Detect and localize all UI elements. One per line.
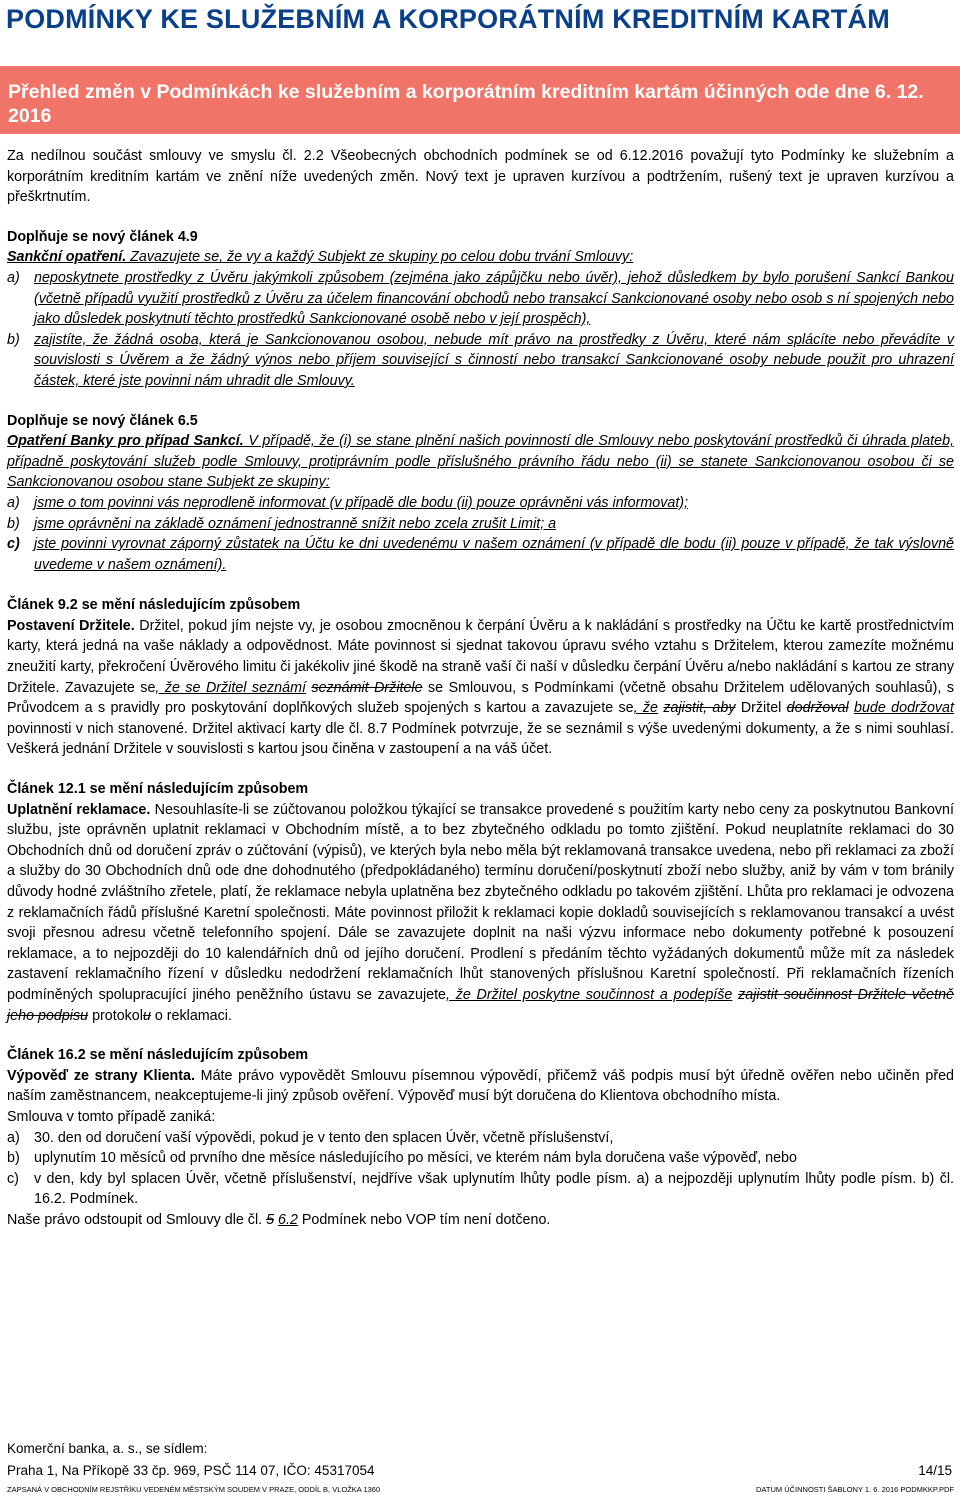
footer-registry bbox=[7, 1485, 954, 1494]
section-9-2-text: Postavení Držitele. Držitel, pokud jím nejste vy, je osobou zmocněnou k čerpání Úvěru a k nakládání s prostředky na Účtu ke kartě prostřednictvím karty, která jedná na vaše náklady a odpovědnost. Máte povinnost si sjednat takovou úpravu svého vztahu s Držitelem, kterou zamezíte možnému zneužití karty, překročení Úvěrového limitu či jakékoliv jiné škodě na straně vaší či naší v důsledku čerpání Úvěru a/nebo nakládání s kartou ze strany Držitele. Zavazujete se, že se Držitel seznámí seznámit Držitele se Smlouvou, s Podmínkami (včetně obsahu Držitelem udělovaných souhlasů), s Průvodcem a s pravidly pro poskytování doplňkových služeb spojených s kartou a zavazujete se, že zajistit, aby Držitel dodržoval bude dodržovat povinnosti v nich stanovené. Držitel aktivací karty dle čl. 8.7 Podmínek potvrzuje, že se seznámil s výše uvedenými dokumenty, a že s nimi souhlasí. Veškerá jednání Držitele v souvislosti s kartou jsou činěna v zastoupení a na váš účet. bbox=[7, 617, 954, 758]
deleted-text: seznámit Držitele bbox=[311, 679, 423, 696]
list-item: a) jsme o tom povinni vás neprodleně informovat (v případě dle bodu (ii) pouze oprávněni vás informovat); bbox=[7, 493, 954, 514]
list-item-text: jsme oprávněni na základě oznámení jednostranně snížit nebo zcela zrušit Limit; a bbox=[34, 515, 557, 532]
section-9-2-title: Postavení Držitele. bbox=[7, 617, 135, 634]
footer-company: Komerční banka, a. s., se sídlem: bbox=[7, 1441, 208, 1456]
section-6-5-lead-text: V případě, že (i) se stane plnění našich povinností dle Smlouvy nebo poskytování prostředků či úhrada plateb, případně poskytování služeb podle Smlouvy, protiprávním podle příslušného právního řádu nebo (ii) se stanete Sankcionovanou osobou či se Sankcionovanou osobou stane Subjekt ze skupiny: bbox=[7, 433, 954, 491]
deleted-text: 5 bbox=[266, 1211, 275, 1228]
footer-template-text: DATUM ÚČINNOSTI ŠABLONY 1. 6. 2016 PODMKKP.PDF bbox=[756, 1485, 954, 1494]
list-item-text: jste povinni vyrovnat záporný zůstatek na Účtu ke dni uvedenému v našem oznámení (v případě dle bodu (ii) pouze v případě, že tak výslovně uvedeme v našem oznámení). bbox=[34, 536, 954, 573]
list-item: b) uplynutím 10 měsíců od prvního dne měsíce následujícího po měsíci, ve kterém nám byla doručena vaše výpověď, nebo bbox=[7, 1148, 954, 1169]
section-heading-4-9: Doplňuje se nový článek 4.9 bbox=[7, 228, 198, 245]
inserted-text: 6.2 bbox=[278, 1211, 298, 1228]
list-item-text: zajistíte, že žádná osoba, která je Sankcionovanou osobou, nebude mít právo na prostředky z Úvěru, které nám splácíte nebo převádíte v souvislosti s Úvěrem a že žádný výnos nebo příjem související s činností nebo transakcí Sankcionované osoby nebude použit pro uhrazení částek, které jste povinni nám uhradit dle Smlouvy. bbox=[34, 331, 954, 389]
list-item-text: 30. den od doručení vaší výpovědi, pokud je v tento den splacen Úvěr, včetně příslušenství, bbox=[34, 1129, 614, 1146]
section-4-9-lead bbox=[7, 247, 954, 268]
section-heading-9-2: Článek 9.2 se mění následujícím způsobem bbox=[7, 597, 301, 614]
list-item: c) jste povinni vyrovnat záporný zůstatek na Účtu ke dni uvedenému v našem oznámení (v případě dle bodu (ii) pouze v případě, že tak výslovně uvedeme v našem oznámení). bbox=[7, 534, 954, 575]
deleted-text: zajistit, aby bbox=[663, 700, 736, 717]
banner-text: Přehled změn v Podmínkách ke služebním a korporátním kreditním kartám účinných ode dne 6. 12. 2016 bbox=[8, 81, 924, 127]
document-content bbox=[7, 146, 954, 1231]
section-6-5-title: Opatření Banky pro případ Sankcí. bbox=[7, 433, 244, 450]
deleted-text: u bbox=[142, 1007, 151, 1024]
section-heading-6-5: Doplňuje se nový článek 6.5 bbox=[7, 412, 198, 429]
inserted-text: , že bbox=[633, 700, 659, 717]
footer-registry-text: ZAPSANÁ V OBCHODNÍM REJSTŘÍKU VEDENÉM MĚSTSKÝM SOUDEM V PRAZE, ODDÍL B, VLOŽKA 1360 bbox=[7, 1485, 381, 1494]
document-title: PODMÍNKY KE SLUŽEBNÍM A KORPORÁTNÍM KREDITNÍM KARTÁM bbox=[6, 4, 890, 34]
inserted-text: bude dodržovat bbox=[854, 700, 954, 717]
list-item: c) v den, kdy byl splacen Úvěr, včetně příslušenství, nejdříve však uplynutím lhůty podle písm. a) a nejpozději uplynutím lhůty podle písm. b) čl. 16.2. Podmínek. bbox=[7, 1169, 954, 1210]
withdrawal-right-text: Naše právo odstoupit od Smlouvy dle čl. 5 6.2 Podmínek nebo VOP tím není dotčeno. bbox=[7, 1211, 551, 1228]
section-16-2-title: Výpověď ze strany Klienta. bbox=[7, 1067, 195, 1084]
section-6-5-lead bbox=[7, 431, 954, 493]
list-item-text: uplynutím 10 měsíců od prvního dne měsíce následujícího po měsíci, ve kterém nám byla doručena vaše výpověď, nebo bbox=[34, 1150, 797, 1167]
list-item: a) neposkytnete prostředky z Úvěru jakýmkoli způsobem (zejména jako zápůjčku nebo úvěr), jehož důsledkem by bylo porušení Sankcí Bankou (včetně případů využití prostředků z Úvěru za účelem financování obchodů nebo transakcí Sankcionované osoby nebo osob s ní spojených nebo jako důsledek poskytnutí těchto prostředků Sankcionované osobě nebo v její prospěch), bbox=[7, 268, 954, 330]
changes-banner bbox=[0, 66, 960, 134]
section-heading-16-2: Článek 16.2 se mění následujícím způsobem bbox=[7, 1047, 309, 1064]
list-item-text: v den, kdy byl splacen Úvěr, včetně příslušenství, nejdříve však uplynutím lhůty podle písm. a) a nejpozději uplynutím lhůty podle písm. b) čl. 16.2. Podmínek. bbox=[34, 1170, 954, 1208]
list-item: b) zajistíte, že žádná osoba, která je Sankcionovanou osobou, nebude mít právo na prostředky z Úvěru, které nám splácíte nebo převádíte v souvislosti s Úvěrem a že žádný výnos nebo příjem související s činností nebo transakcí Sankcionované osoby nebude použit pro uhrazení částek, které jste povinni nám uhradit dle Smlouvy. bbox=[7, 330, 954, 392]
inserted-text: , že se Držitel seznámí bbox=[155, 679, 306, 696]
list-item-text: neposkytnete prostředky z Úvěru jakýmkoli způsobem (zejména jako zápůjčku nebo úvěr), jehož důsledkem by bylo porušení Sankcí Bankou (včetně případů využití prostředků z Úvěru za účelem financování obchodů nebo transakcí Sankcionované osoby nebo osob s ní spojených nebo jako důsledek poskytnutí těchto prostředků Sankcionované osobě nebo v její prospěch), bbox=[34, 269, 954, 328]
deleted-text: dodržoval bbox=[786, 700, 849, 717]
inserted-text: , že Držitel poskytne součinnost a podepíše bbox=[446, 986, 733, 1003]
section-heading-12-1: Článek 12.1 se mění následujícím způsobem bbox=[7, 781, 309, 798]
section-4-9-title: Sankční opatření. bbox=[7, 249, 127, 266]
list-item-text: jsme o tom povinni vás neprodleně informovat (v případě dle bodu (ii) pouze oprávněni vás informovat); bbox=[34, 494, 689, 511]
section-12-1-title: Uplatnění reklamace. bbox=[7, 801, 151, 818]
deleted-text: zajistit součinnost Držitele včetně jeho podpisu bbox=[7, 986, 954, 1024]
footer-address-text: Praha 1, Na Příkopě 33 čp. 969, PSČ 114 07, IČO: 45317054 bbox=[7, 1463, 375, 1478]
termination-intro: Smlouva v tomto případě zaniká: bbox=[7, 1108, 216, 1125]
footer-address bbox=[7, 1463, 954, 1478]
section-12-1-text: Uplatnění reklamace. Nesouhlasíte-li se zúčtovanou položkou týkající se transakce provedené s použitím karty nebo ceny za poskytnutou Bankovní službu, jste oprávněn uplatnit reklamaci v Obchodním místě, a to bez zbytečného odkladu po tomto zjištění. Pokud neuplatníte reklamaci do 30 Obchodních dnů od doručení zpráv o zúčtování (výpisů), ve kterých byla nebo měla být reklamovaná transakce uvedena, nebo při reklamaci za zboží a služby do 30 Obchodních dnů ode dne dohodnutého (předpokládaného) termínu doručení/poskytnutí zboží nebo služby, aniž by vám v tom bránily důvody hodné zvláštního zřetele, platí, že reklamace nebyla uplatněna bez zbytečného odkladu po takovém zjištění. Lhůta pro reklamaci je odvozena z reklamačních řádů příslušné Karetní společnosti. Máte povinnost přiložit k reklamaci kopie dokladů souvisejících s reklamovanou transakcí a uvést svoji přesnou adresu včetně telefonního spojení. Dále se zavazujete doplnit na naši výzvu informace nebo dokumenty potřebné k posouzení reklamace, a to nejpozději do 10 kalendářních dnů od jejího doručení. Prodlení s předáním těchto vyžádaných dokumentů může mít za následek zastavení reklamačního řízení v důsledku nedodržení reklamačních lhůt stanovených příslušnou Karetní společností. Při reklamačních řízeních podmíněných spolupracující jiného peněžního ústavu se zavazujete, že Držitel poskytne součinnost a podepíše zajistit součinnost Držitele včetně jeho podpisu protokolu o reklamaci. bbox=[7, 801, 954, 1024]
intro-paragraph: Za nedílnou součást smlouvy ve smyslu čl. 2.2 Všeobecných obchodních podmínek se od 6.12.2016 považují tyto Podmínky ke služebním a korporátním kreditním kartám ve znění níže uvedených změn. Nový text je upraven kurzívou a podtržením, rušený text je upraven kurzívou a přeškrtnutím. bbox=[7, 148, 954, 206]
list-item: a) 30. den od doručení vaší výpovědi, pokud je v tento den splacen Úvěr, včetně příslušenství, bbox=[7, 1128, 954, 1149]
list-item: b) jsme oprávněni na základě oznámení jednostranně snížit nebo zcela zrušit Limit; a bbox=[7, 514, 954, 535]
page-number: 14/15 bbox=[918, 1463, 952, 1478]
section-4-9-lead-text: Zavazujete se, že vy a každý Subjekt ze skupiny po celou dobu trvání Smlouvy: bbox=[126, 249, 634, 266]
section-16-2-text: Výpověď ze strany Klienta. Máte právo vypovědět Smlouvu písemnou výpovědí, přičemž váš podpis musí být úředně ověřen nebo učiněn před naším zaměstnancem, neakceptujeme-li jiný způsob ověření. Výpověď musí být doručena do Klientova obchodního místa. bbox=[7, 1067, 954, 1105]
